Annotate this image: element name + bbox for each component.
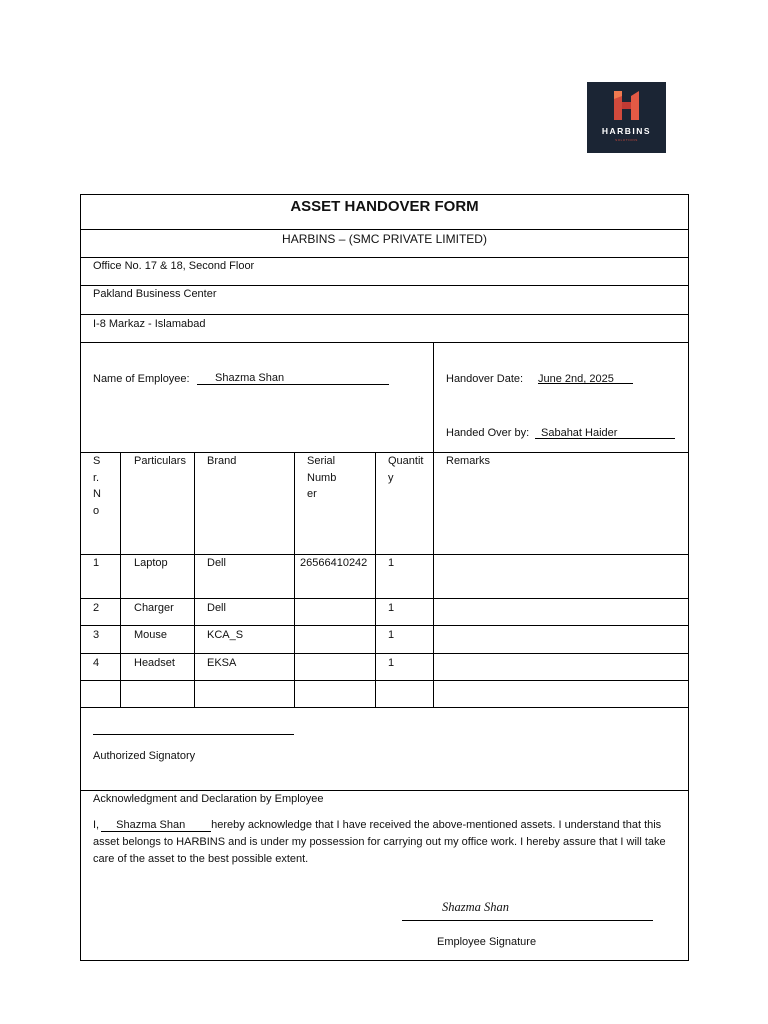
table-cell-serial: 26566410242 [300,557,368,569]
handover-date-underline [538,383,633,384]
authorized-signature-line [93,734,294,735]
table-cell-brand: Dell [207,557,226,569]
acknowledgment-heading: Acknowledgment and Declaration by Employee [93,793,324,805]
employee-name-underline [197,384,389,385]
divider [80,342,689,343]
divider [120,452,121,707]
divider [375,452,376,707]
table-cell-particulars: Charger [134,602,174,614]
table-cell-quantity: 1 [388,602,395,614]
divider [80,554,689,555]
company-name: HARBINS – (SMC PRIVATE LIMITED) [282,232,487,246]
table-cell-brand: EKSA [207,657,237,669]
employee-name-value: Shazma Shan [215,372,285,384]
acknowledgment-name: Shazma Shan [101,819,211,832]
divider [80,625,689,626]
divider [80,257,689,258]
handed-over-by-value: Sabahat Haider [541,427,618,439]
table-cell-brand: Dell [207,602,226,614]
employee-signature-label: Employee Signature [437,936,537,948]
table-header-sr-no: Sr. No [93,455,101,517]
acknowledgment-text: hereby acknowledge that I have received the above-mentioned assets. I understand that this asset belongs to HARBINS and is under my possession for carrying out my office work. I hereby assure that I will take care of the asset to the best possible extent. [93,819,666,865]
authorized-signatory-label: Authorized Signatory [93,750,196,762]
acknowledgment-prefix: I, [93,819,100,831]
table-cell-particulars: Laptop [134,557,168,569]
harbins-h-icon [587,82,666,153]
acknowledgment-paragraph [93,817,673,868]
logo-subtext: SOLUTIONS [615,138,638,142]
handed-over-by-underline [535,438,675,439]
divider [80,680,689,681]
table-cell-sr: 3 [93,629,100,641]
table-cell-particulars: Headset [134,657,175,669]
divider [80,285,689,286]
table-header-serial-number: Serial Number [307,455,337,500]
table-cell-sr: 4 [93,657,100,669]
table-header-remarks: Remarks [446,455,491,467]
divider [80,707,689,708]
table-header-brand: Brand [207,455,237,467]
company-logo [587,82,666,153]
divider [80,790,689,791]
employee-name-label: Name of Employee: [93,373,190,385]
employee-signature: Shazma Shan [442,900,510,914]
address-line-2: Pakland Business Center [93,288,217,300]
divider [294,452,295,707]
address-line-3: I-8 Markaz - Islamabad [93,318,206,330]
divider [194,452,195,707]
form-title: ASSET HANDOVER FORM [290,198,479,215]
handover-date-value: June 2nd, 2025 [538,373,614,385]
table-cell-particulars: Mouse [134,629,168,641]
divider [80,314,689,315]
handover-date-label: Handover Date: [446,373,524,385]
handed-over-by-label: Handed Over by: [446,427,530,439]
table-cell-quantity: 1 [388,657,395,669]
table-cell-sr: 1 [93,557,100,569]
logo-wordmark: HARBINS [601,126,652,136]
table-cell-quantity: 1 [388,629,395,641]
divider [80,598,689,599]
table-cell-quantity: 1 [388,557,395,569]
table-header-quantity: Quantity [388,455,424,484]
table-cell-brand: KCA_S [207,629,244,641]
divider [80,229,689,230]
table-header-particulars: Particulars [134,455,186,467]
table-cell-sr: 2 [93,602,100,614]
address-line-1: Office No. 17 & 18, Second Floor [93,260,255,272]
divider [80,653,689,654]
employee-signature-line [402,920,653,921]
